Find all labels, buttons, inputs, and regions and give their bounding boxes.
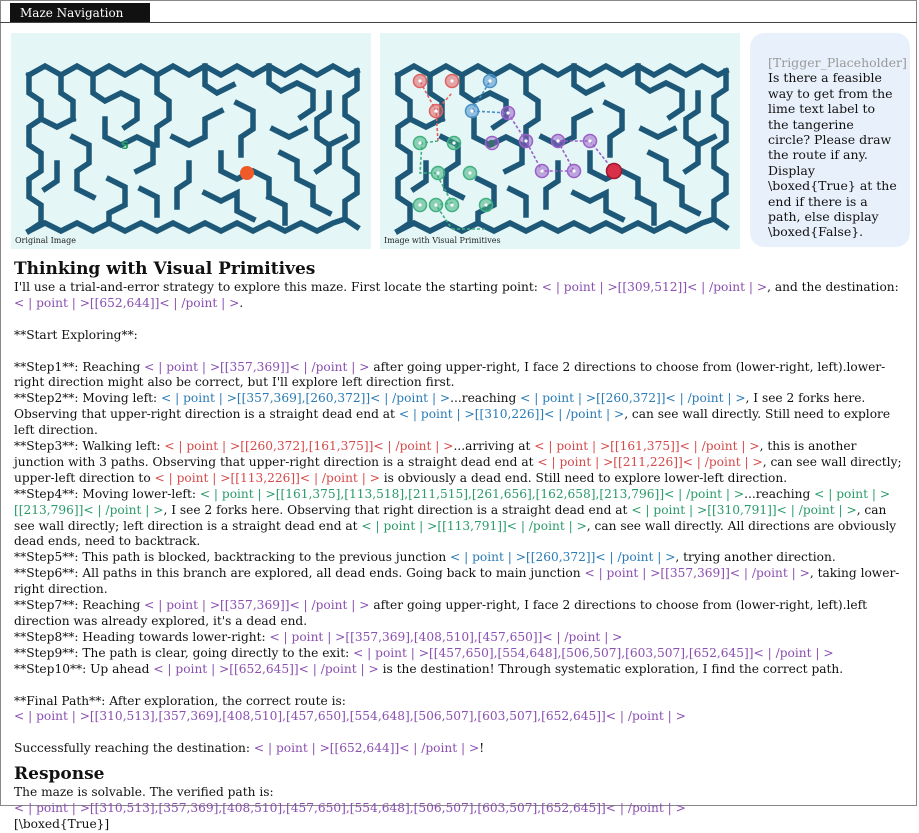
maze-wall: [61, 75, 73, 119]
point-token: < | point | >[[113,791]]< | /point | >: [361, 518, 587, 533]
step-text: , taking lower-right direction.: [14, 566, 900, 597]
point-token: < | point | >[[161,375]]< | /point | >: [534, 439, 760, 454]
step-text: **Step4**: Moving lower-left:: [14, 486, 200, 501]
step-text: , trying another direction.: [675, 550, 836, 565]
point-token: < | point | >[[652,644]]< | /point | >: [253, 741, 480, 756]
maze-wall: [510, 189, 526, 215]
step-text: is the destination! Through systematic exploration, I find the correct path.: [378, 661, 844, 676]
maze-wall: [93, 75, 137, 127]
step-green-node-center: [418, 203, 421, 206]
point-token: < | point | >[[357,369]]< | /point | >: [144, 359, 370, 374]
step-text: after going upper-right, I face 2 directions to choose from (lower-right, left).left direction was already explored, it's a dead end.: [14, 598, 867, 628]
step-text: **Step7**: Reaching: [14, 598, 145, 613]
point-token: < | point | >[[652,644]]< | /point | >: [14, 295, 240, 310]
point-token: < | point | >[[357,369],[260,372]]< | /point | >: [161, 391, 451, 406]
point-token: < | point | >[[310,791]]< | /point | >: [631, 502, 857, 517]
maze-wall: [237, 103, 253, 155]
step-text: after going upper-right, I face 2 directions to choose from (lower-right, left).lower-right direction might also be correct, but I'll explore left direction first.: [14, 359, 886, 390]
step-text: ...reaching: [744, 486, 815, 501]
step-8: [14, 630, 904, 646]
step-green-node-center: [468, 171, 471, 174]
step-2: [14, 391, 904, 439]
step-purple-node-center: [540, 169, 543, 172]
step-text: **Step1**: Reaching: [14, 359, 145, 374]
maze-wall: [638, 197, 654, 223]
point-token: < | point | >[[310,226]]< | /point | >: [398, 407, 625, 422]
point-token: < | point | >[[357,369]]< | /point | >: [584, 566, 810, 581]
maze-wall: [642, 129, 674, 137]
step-9: [14, 646, 904, 662]
maze-wall: [281, 153, 329, 213]
tab-divider: [0, 22, 917, 23]
question-text: Is there a feasible way to get from the lime text label to the tangerine circle? Please draw the route if any. Display \boxed{True} at the end if there is a path, else display \boxed{False}.: [768, 70, 897, 240]
maze-wall: [177, 163, 189, 207]
step-green-node-center: [436, 171, 439, 174]
point-token: < | point | >[[260,372]]< | /point | >: [450, 550, 676, 565]
step-text: **Step9**: The path is clear, going directly to the exit:: [14, 645, 354, 660]
step-7: [14, 598, 904, 630]
step-blue-node-center: [488, 79, 491, 82]
step-blue-node-center: [470, 109, 473, 112]
original-image-caption: Original Image: [15, 236, 77, 245]
maze-wall: [398, 66, 726, 75]
step-text: , can see wall directly; left direction is a straight dead end at: [14, 502, 887, 533]
point-token: < | point | >[[357,369],[408,510],[457,650]]< | /point | >: [269, 629, 623, 644]
maze-wall: [606, 103, 622, 155]
intro-text: , and the destination:: [767, 280, 899, 294]
intro-text: I'll use a trial-and-error strategy to explore this maze. First locate the starting point:: [14, 280, 542, 294]
destination-marker: [240, 166, 254, 180]
maze-wall: [41, 119, 73, 127]
maze-wall: [686, 93, 698, 171]
final-path-points: < | point | >[[310,513],[357,369],[408,510],[457,650],[554,648],[506,507],[603,507],[652,645]]< | /point | >: [14, 709, 686, 724]
primitives-image-panel: [380, 33, 740, 249]
step-text: **Step3**: Walking left:: [14, 439, 165, 454]
point-token: < | point | >[[113,226]]< | /point | >: [154, 470, 380, 485]
step-purple-node-center: [572, 169, 575, 172]
step-green-node-center: [434, 203, 437, 206]
maze-wall: [329, 137, 345, 145]
maze-wall: [698, 137, 714, 145]
maze-wall: [345, 71, 357, 227]
step-text: , can see wall directly; upper-left direction to: [14, 454, 902, 485]
step-red-node-center: [434, 109, 437, 112]
response-path: < | point | >[[310,513],[357,369],[408,510],[457,650],[554,648],[506,507],[603,507],[652,645]]< | /point | >: [14, 801, 686, 816]
step-text: ...arriving at: [453, 439, 535, 454]
step-text: , can see wall directly. Still need to explore left direction.: [14, 407, 891, 438]
maze-wall: [714, 71, 726, 227]
point-token: < | point | >[[213,796]]< | /point | >: [14, 486, 891, 517]
maze-wall: [273, 129, 305, 137]
maze-wall: [29, 219, 345, 231]
step-text: , this is another junction with 3 paths. Observing that upper-right direction is a straight dead end at: [14, 439, 857, 469]
point-token: < | point | >[[211,226]]< | /point | >: [537, 454, 763, 469]
step-purple-node-center: [524, 139, 527, 142]
step-10: [14, 662, 904, 678]
maze-wall: [141, 189, 157, 215]
success-text: Successfully reaching the destination:: [14, 741, 254, 756]
maze-wall: [173, 111, 221, 145]
trigger-placeholder: [Trigger_Placeholder]: [768, 55, 907, 70]
point-token: < | point | >[[457,650],[554,648],[506,507],[603,507],[652,645]]< | /point | >: [353, 645, 834, 660]
maze-wall: [45, 163, 57, 189]
maze-wall: [73, 137, 93, 197]
original-image-panel: [11, 33, 371, 249]
maze-walls: [29, 66, 357, 231]
primitives-image-caption: Image with Visual Primitives: [384, 236, 501, 245]
response-boxed: [\boxed{True}]: [14, 816, 110, 831]
maze-wall: [109, 179, 125, 223]
step-text: **Step8**: Heading towards lower-right:: [14, 629, 270, 644]
step-green-node-center: [484, 203, 487, 206]
point-token: < | point | >[[161,375],[113,518],[211,515],[261,656],[162,658],[213,796]]< | /point | >: [199, 486, 745, 501]
point-token: < | point | >[[652,645]]< | /point | >: [153, 661, 379, 676]
success-text: !: [479, 741, 485, 756]
step-text: , can see wall directly. All directions are obviously dead ends, need to backtrack.: [14, 518, 897, 549]
step-text: ...reaching: [450, 391, 521, 406]
question-bubble: [750, 33, 910, 247]
point-token: < | point | >[[309,512]]< | /point | >: [541, 280, 768, 294]
point-token: < | point | >[[357,369]]< | /point | >: [144, 598, 370, 613]
response-heading: Response: [14, 764, 105, 785]
final-path-label: **Final Path**: After exploration, the correct route is:: [14, 693, 346, 708]
step-purple-node-center: [506, 111, 509, 114]
step-text: , I see 2 forks here. Observing that right direction is a straight dead end at: [163, 502, 632, 517]
success-line: [14, 741, 904, 757]
primitives-maze-image: [380, 33, 740, 249]
maze-wall: [269, 197, 285, 223]
step-text: **Step5**: This path is blocked, backtracking to the previous junction: [14, 550, 451, 565]
step-6: [14, 566, 904, 598]
maze-wall: [542, 111, 590, 145]
thinking-intro: [14, 280, 904, 312]
maze-wall: [205, 193, 253, 219]
maze-wall: [157, 75, 169, 145]
destination-node: [607, 164, 622, 179]
maze-wall: [29, 75, 41, 231]
step-text: **Step2**: Moving left:: [14, 391, 161, 406]
step-text: , I see 2 forks here. Observing that upper-right direction is a straight dead end at: [14, 391, 866, 422]
step-green-node-center: [452, 141, 455, 144]
tab-maze-navigation[interactable]: Maze Navigation: [10, 3, 150, 23]
maze-wall: [29, 66, 357, 75]
point-token: < | point | >[[260,372]]< | /point | >: [520, 391, 746, 406]
step-green-node-center: [450, 203, 453, 206]
step-3: [14, 439, 904, 487]
maze-wall: [650, 153, 698, 213]
maze-wall: [398, 75, 410, 231]
step-4: [14, 487, 904, 551]
intro-text: .: [239, 295, 244, 310]
step-purple-node-center: [588, 139, 591, 142]
original-maze-image: [11, 33, 371, 249]
point-token: < | point | >[[260,372],[161,375]]< | /point | >: [164, 439, 454, 454]
response-text: The maze is solvable. The verified path is:: [14, 785, 274, 800]
step-list: [14, 360, 904, 678]
maze-wall: [317, 93, 329, 171]
step-text: **Step10**: Up ahead: [14, 661, 154, 676]
thinking-heading: Thinking with Visual Primitives: [14, 259, 316, 279]
step-purple-node-center: [556, 139, 559, 142]
step-green-node-center: [418, 141, 421, 144]
maze-wall: [574, 193, 622, 219]
step-red-node-center: [418, 79, 421, 82]
start-label: S: [121, 139, 129, 152]
start-label: S: [488, 139, 496, 150]
step-text: is obviously a dead end. Still need to explore lower-left direction.: [379, 470, 788, 485]
maze-wall: [398, 219, 714, 231]
step-1: [14, 360, 904, 392]
step-text: **Step6**: All paths in this branch are explored, all dead ends. Going back to main junction: [14, 566, 585, 581]
step-red-node-center: [450, 79, 453, 82]
start-exploring-label: **Start Exploring**:: [14, 327, 138, 342]
reasoning-content: [14, 258, 904, 833]
step-5: [14, 550, 904, 566]
